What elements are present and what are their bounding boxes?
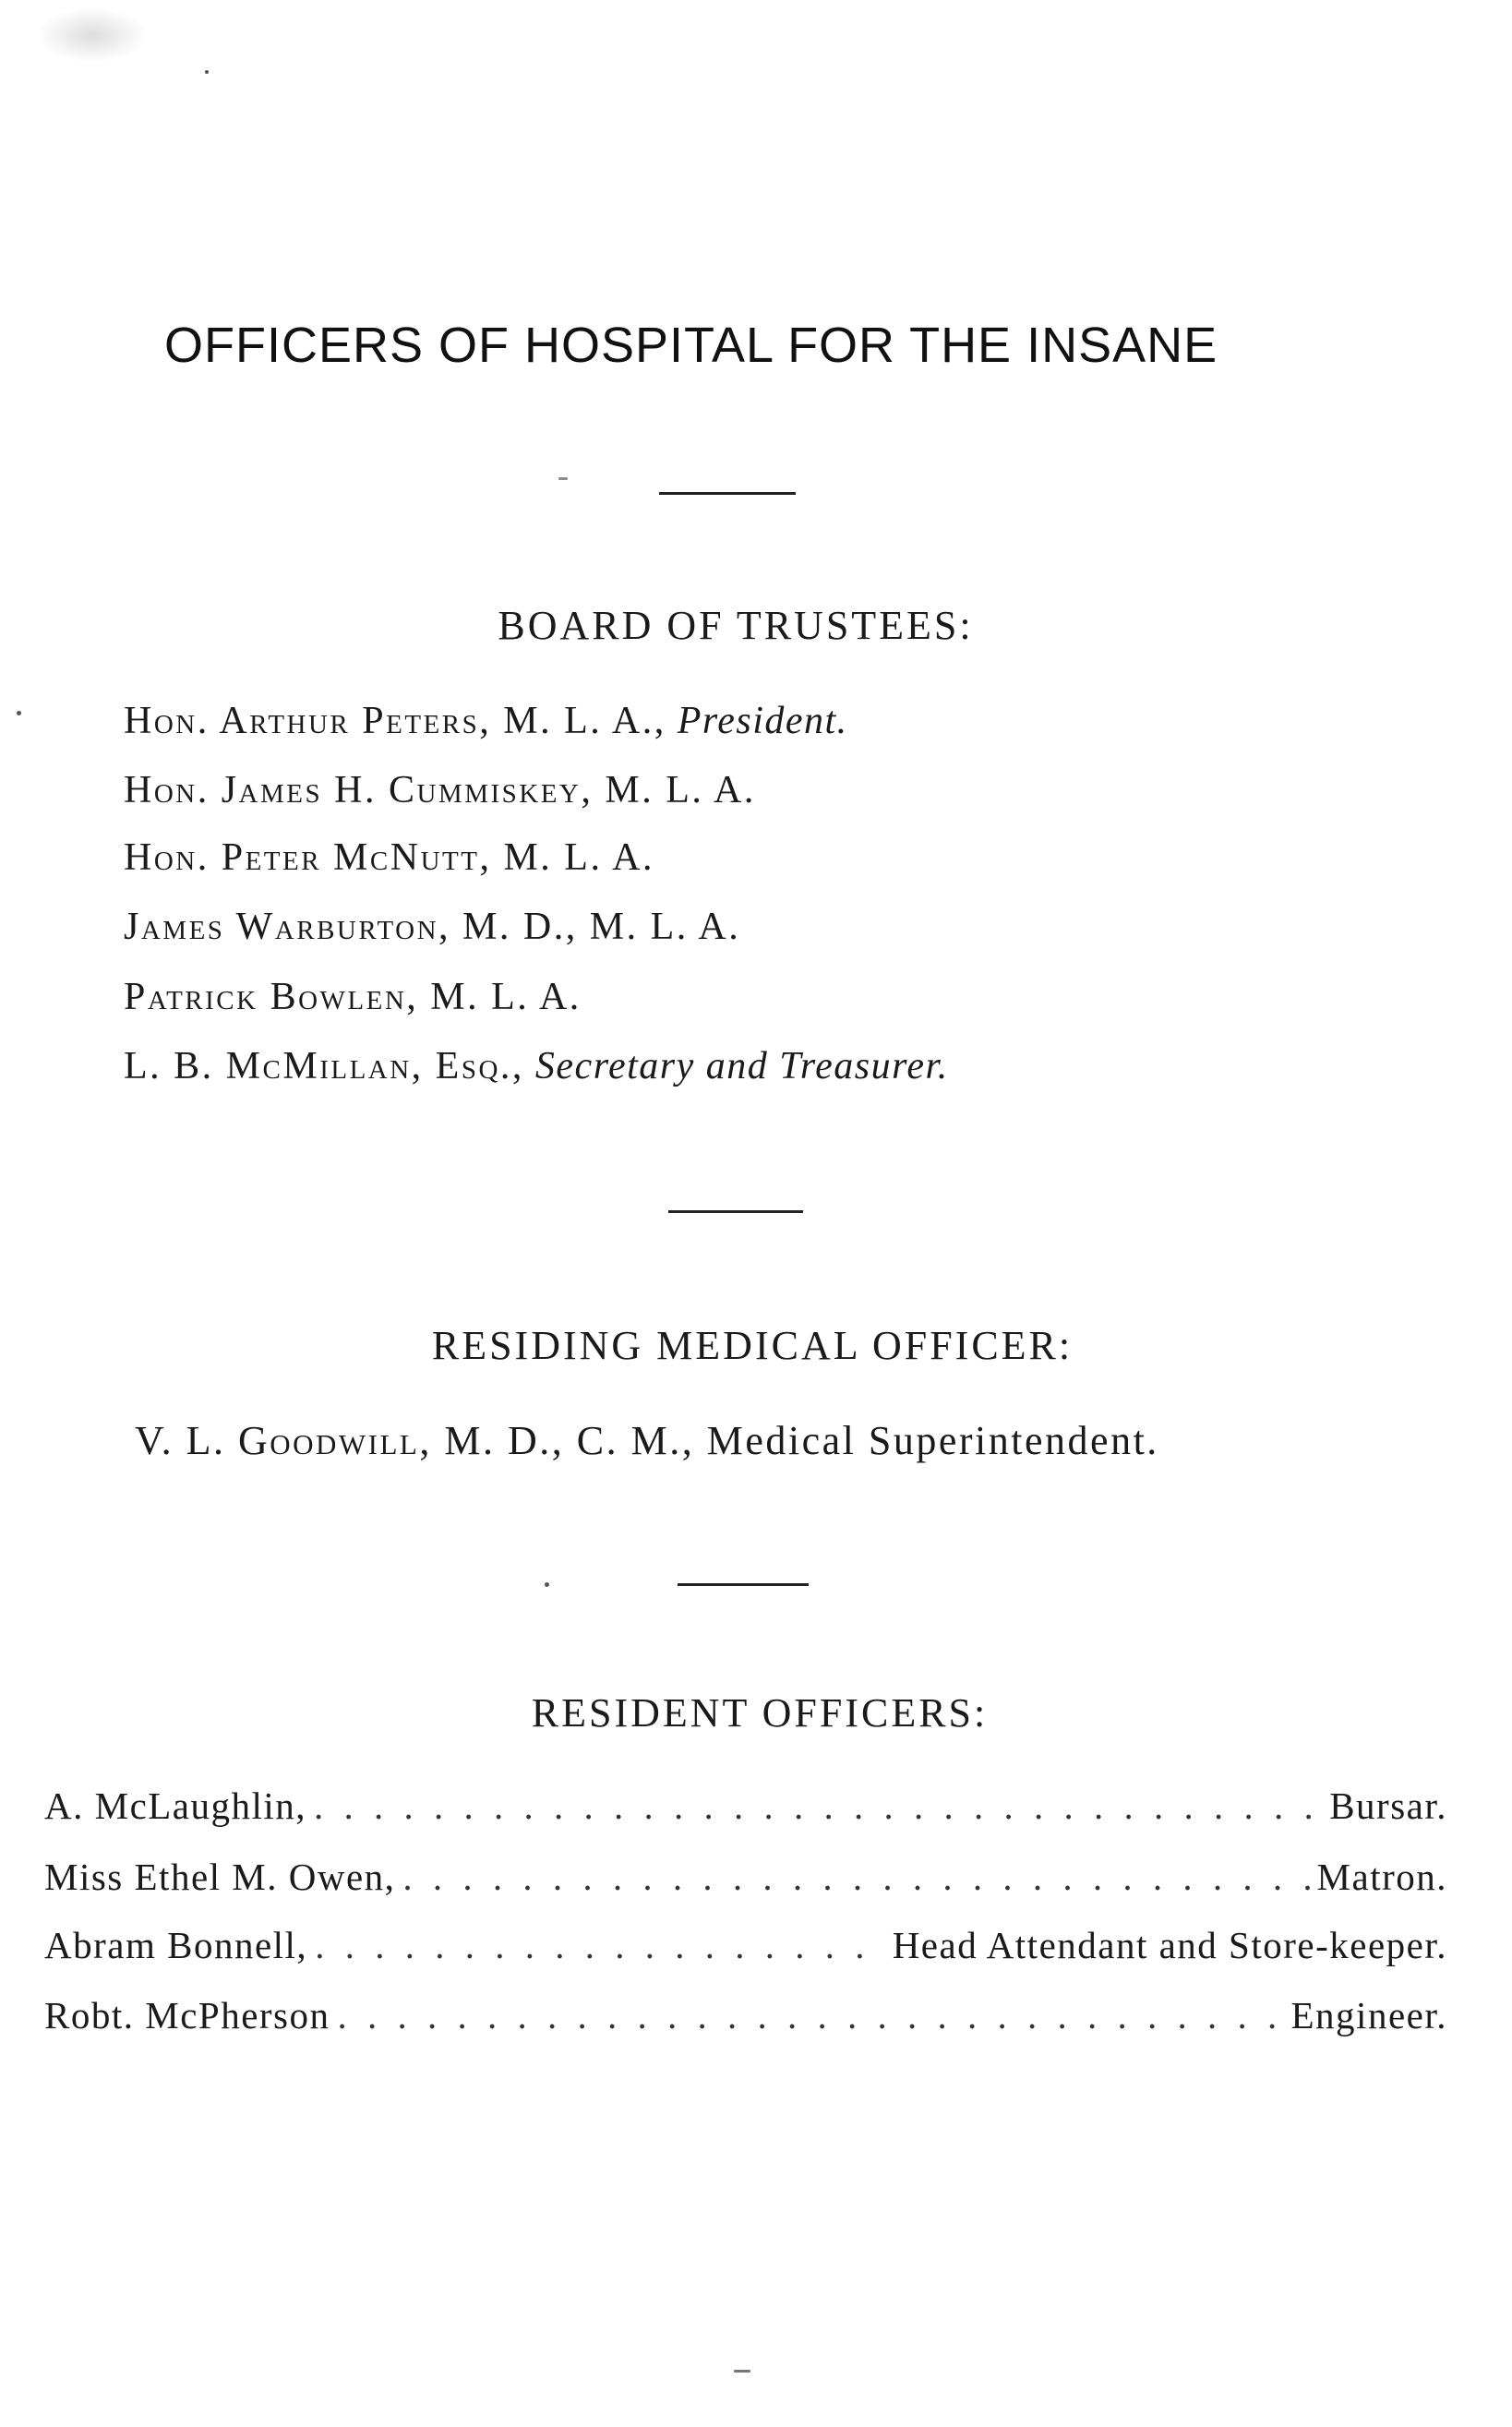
officer-name: Abram Bonnell, bbox=[44, 1924, 308, 1966]
medical-officer-title: M. D., C. M., Medical Superintendent. bbox=[431, 1418, 1159, 1463]
dot-leader bbox=[315, 1923, 885, 1967]
officer-position: Head Attendant and Store-keeper. bbox=[892, 1924, 1447, 1966]
trustee-item bbox=[124, 975, 582, 1019]
trustee-item bbox=[124, 835, 654, 880]
officer-row bbox=[44, 1784, 1447, 1839]
officer-position: Engineer. bbox=[1290, 1994, 1447, 2037]
officer-position: Matron. bbox=[1316, 1856, 1447, 1898]
trustee-name: Hon. Arthur Peters, M. L. A., bbox=[124, 700, 666, 742]
trustee-name: L. B. McMillan, Esq., bbox=[124, 1045, 524, 1087]
scan-speck bbox=[734, 2370, 750, 2373]
dot-leader bbox=[338, 1993, 1284, 2037]
medical-officer-name: V. L. Goodwill, bbox=[135, 1418, 432, 1463]
resident-heading: RESIDENT OFFICERS: bbox=[531, 1690, 989, 1736]
trustee-role: Secretary and Treasurer. bbox=[523, 1045, 949, 1087]
trustee-name: James Warburton, M. D., M. L. A. bbox=[124, 906, 741, 948]
divider-rule bbox=[668, 1210, 803, 1213]
scan-speck bbox=[558, 477, 568, 480]
officer-row bbox=[44, 1993, 1447, 2049]
trustee-name: Hon. James H. Cummiskey, M. L. A. bbox=[124, 769, 756, 811]
trustee-role: President. bbox=[666, 700, 848, 742]
officer-name: Miss Ethel M. Owen, bbox=[44, 1856, 396, 1898]
trustee-item bbox=[124, 699, 848, 743]
scan-speck bbox=[37, 7, 148, 63]
divider-rule bbox=[678, 1583, 809, 1586]
dot-leader bbox=[402, 1855, 1309, 1899]
officer-row bbox=[44, 1923, 1447, 1978]
trustee-item bbox=[124, 1044, 949, 1088]
medical-officer bbox=[135, 1417, 1159, 1464]
trustee-item bbox=[124, 905, 740, 949]
trustee-item bbox=[124, 768, 756, 812]
officer-position: Bursar. bbox=[1329, 1784, 1447, 1827]
trustee-name: Patrick Bowlen, M. L. A. bbox=[124, 976, 582, 1018]
page-title: OFFICERS OF HOSPITAL FOR THE INSANE bbox=[164, 318, 1218, 373]
scan-speck bbox=[205, 70, 209, 74]
trustee-name: Hon. Peter McNutt, M. L. A. bbox=[124, 836, 654, 879]
divider-rule bbox=[659, 492, 796, 495]
medical-heading: RESIDING MEDICAL OFFICER: bbox=[431, 1323, 1074, 1368]
board-heading: BOARD OF TRUSTEES: bbox=[498, 603, 974, 648]
officer-name: Robt. McPherson bbox=[44, 1994, 330, 2037]
scan-speck bbox=[545, 1582, 549, 1587]
officer-name: A. McLaughlin, bbox=[44, 1784, 307, 1827]
scan-speck bbox=[17, 711, 21, 715]
officer-row bbox=[44, 1855, 1447, 1910]
dot-leader bbox=[314, 1784, 1322, 1828]
